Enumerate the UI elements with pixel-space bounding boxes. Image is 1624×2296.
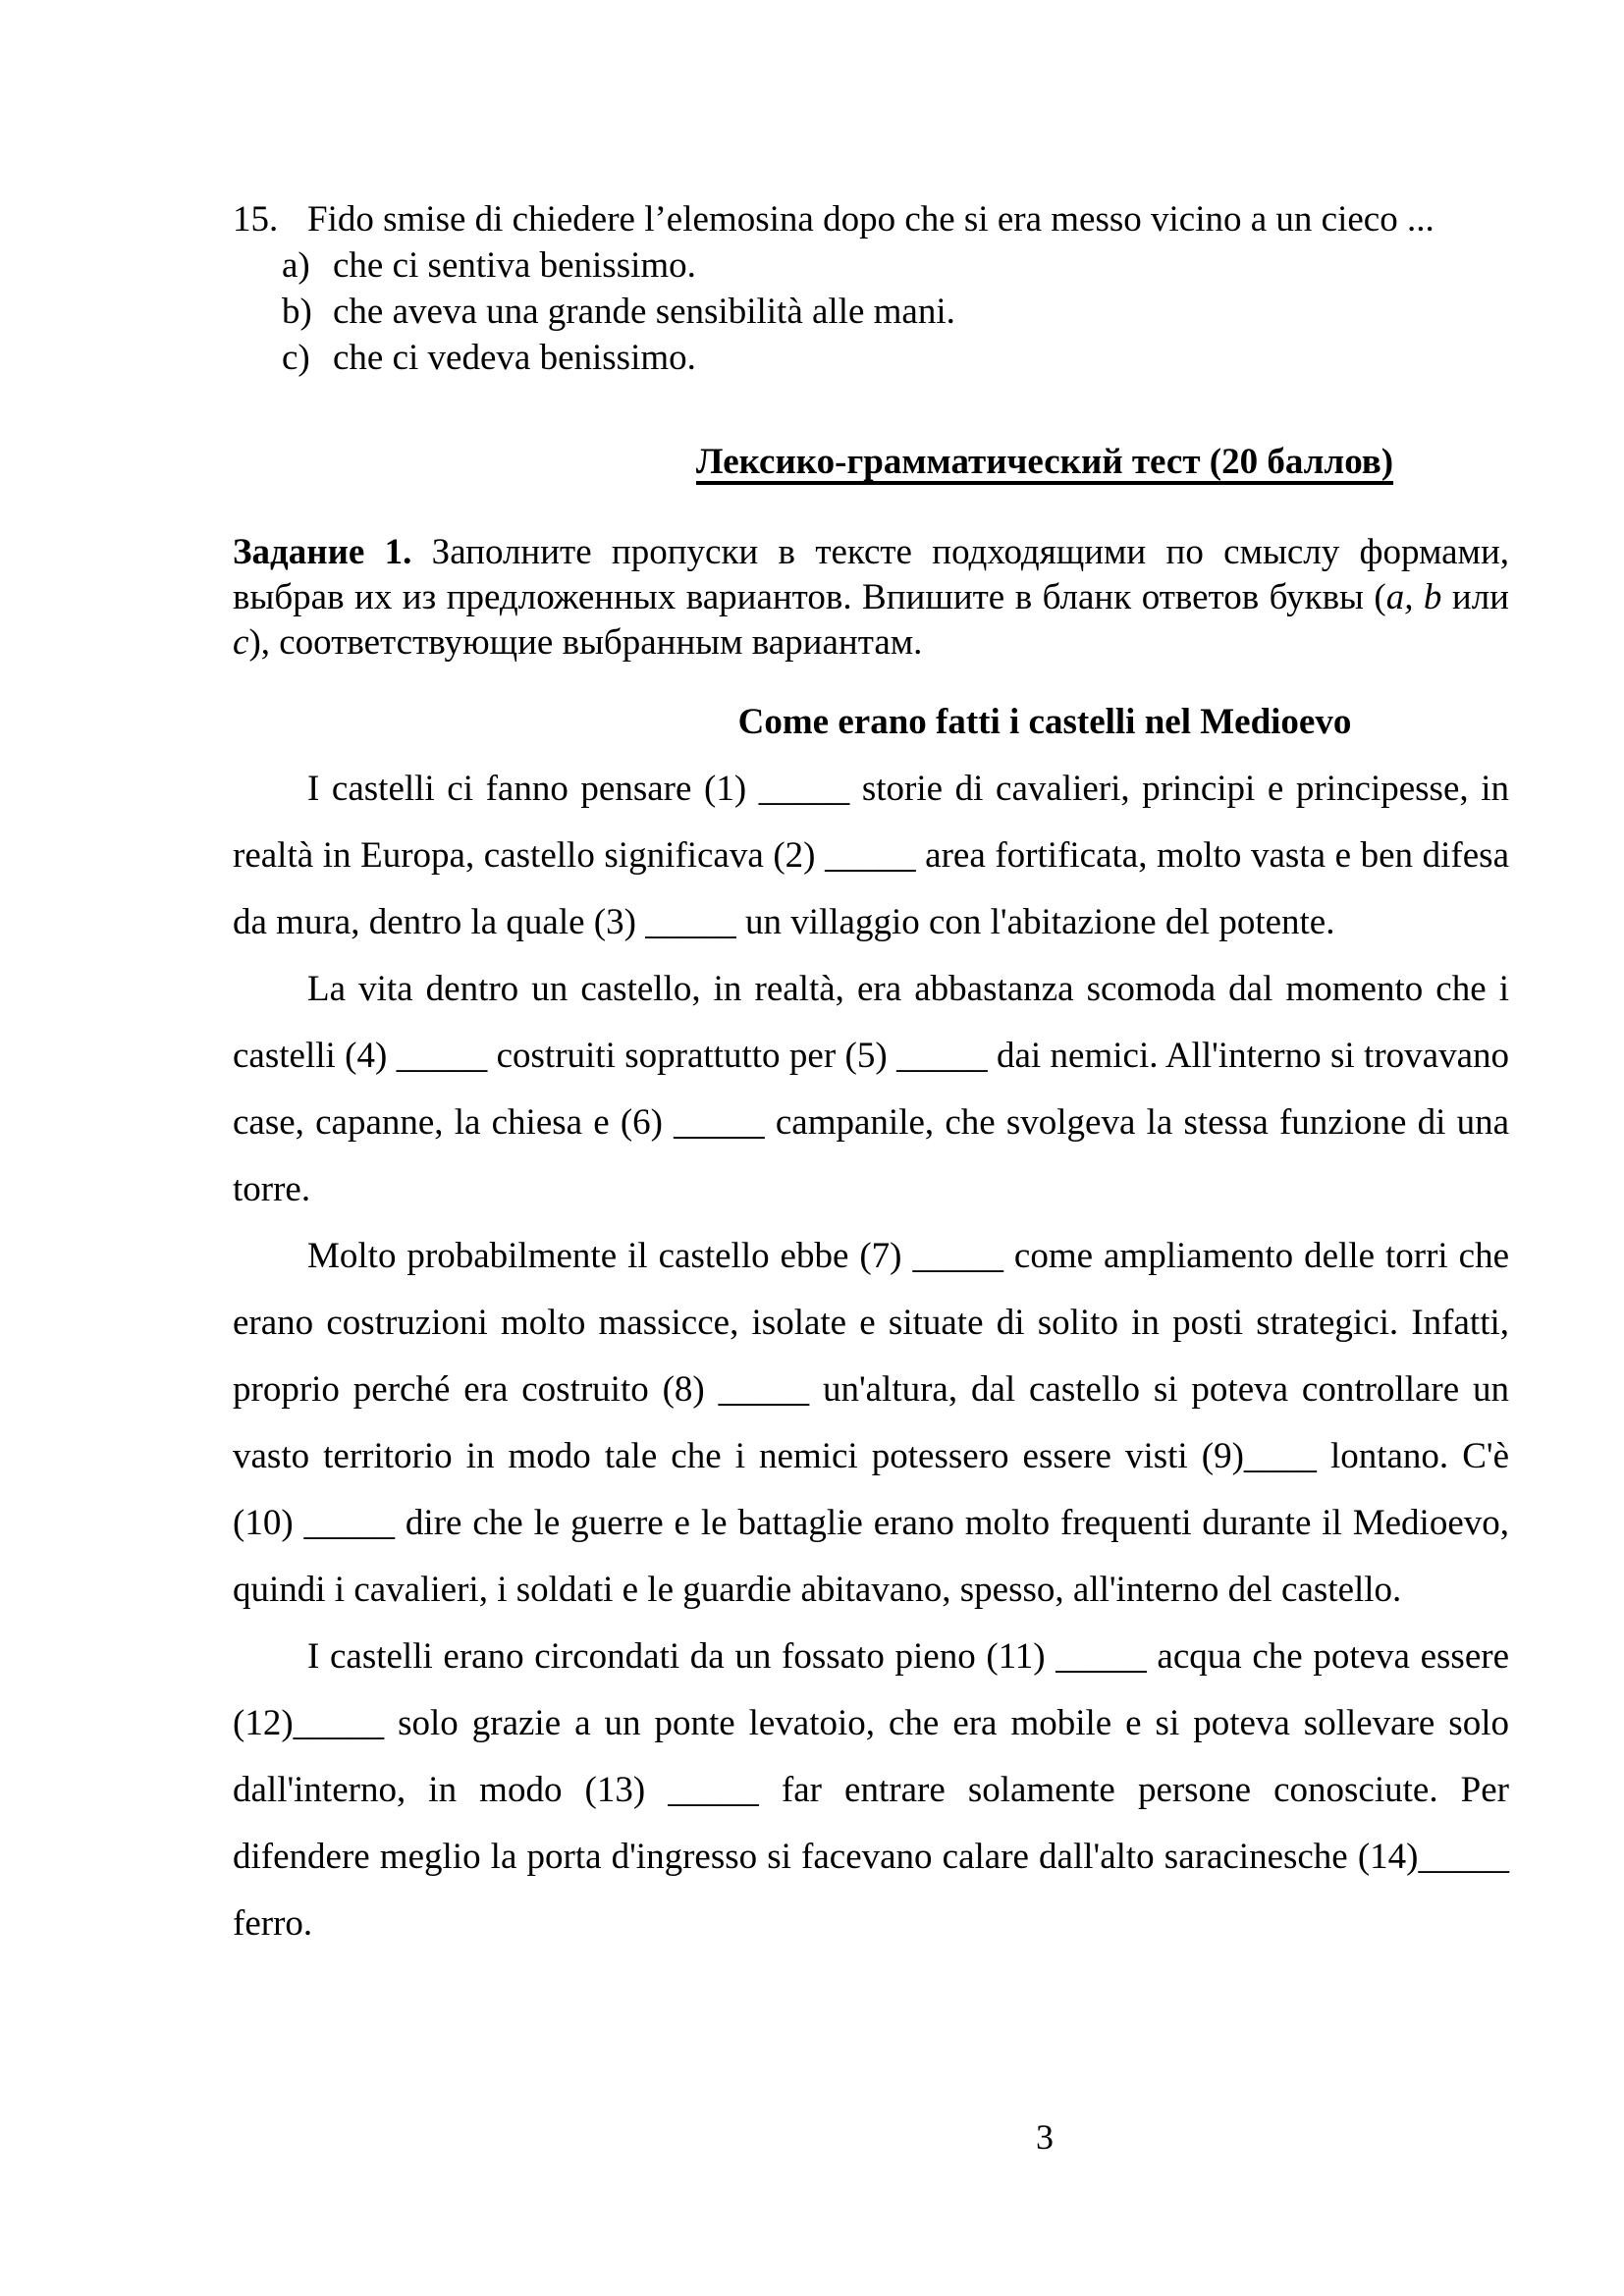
question-15-block xyxy=(233,196,1509,381)
option-text: che aveva una grande sensibilità alle mani. xyxy=(333,292,955,332)
page-number: 3 xyxy=(1036,2117,1054,2157)
passage-title: Come erano fatti i castelli nel Medioevo xyxy=(737,702,1352,742)
section-heading xyxy=(233,439,1624,485)
passage-paragraph-4: I castelli erano circondati da un fossato pieno (11) _____ acqua che poteva essere (12)_____ solo grazie a un ponte levatoio, che era mobile e si poteva sollevare solo dall'interno, in modo (13) _____ far entrare solamente persone conosciute. Per difendere meglio la porta d'ingresso si facevano calare dall'alto saracinesche (14)_____ ferro. xyxy=(233,1636,1509,1944)
section-heading-text: Лексико-грамматический тест (20 баллов) xyxy=(695,442,1394,482)
passage-paragraph-3: Molto probabilmente il castello ebbe (7) _____ come ampliamento delle torri che erano costruzioni molto massicce, isolate e situate di solito in posti strategici. Infatti, proprio perché era costruito (8) _____ un'altura, dal castello si poteva controllare un vasto territorio in modo tale che i nemici potessero essere visti (9)____ lontano. C'è (10) _____ dire che le guerre e le battaglie erano molto frequenti durante il Medioevo, quindi i cavalieri, i soldati e le guardie abitavano, spesso, all'interno del castello. xyxy=(233,1236,1509,1610)
option-text: che ci sentiva benissimo. xyxy=(333,245,696,286)
task-instruction-text: Заполните пропуски в тексте подходящими по смыслу формами, выбрав их из предложенных вариантов. Впишите в бланк ответов буквы ( xyxy=(233,532,1509,617)
question-text: Fido smise di chiedere l’elemosina dopo che si era messo vicino a un cieco ... xyxy=(307,199,1435,240)
task-number-label: Задание 1. xyxy=(233,532,412,572)
task-letter-options: a, b xyxy=(1385,577,1442,617)
question-15-option-c xyxy=(282,335,1509,381)
question-15-option-a xyxy=(282,242,1509,289)
task-instruction xyxy=(233,530,1509,666)
option-marker: a) xyxy=(282,245,310,286)
question-15-stem xyxy=(233,196,1509,242)
passage-text xyxy=(233,756,1509,1957)
option-marker: c) xyxy=(282,338,310,378)
task-letter-options: c xyxy=(233,622,249,663)
task-instruction-text: или xyxy=(1441,577,1509,617)
option-text: che ci vedeva benissimo. xyxy=(333,338,696,378)
task-instruction-text: ), соответствующие выбранным вариантам. xyxy=(248,622,923,663)
option-marker: b) xyxy=(282,292,312,332)
question-15-option-b xyxy=(282,289,1509,335)
passage-paragraph-2: La vita dentro un castello, in realtà, era abbastanza scomoda dal momento che i castelli (4) _____ costruiti soprattutto per (5) _____ dai nemici. All'interno si trovavano case, capanne, la chiesa e (6) _____ campanile, che svolgeva la stessa funzione di una torre. xyxy=(233,969,1509,1209)
question-number: 15. xyxy=(233,199,279,240)
passage-paragraph-1: I castelli ci fanno pensare (1) _____ storie di cavalieri, principi e principesse, in realtà in Europa, castello significava (2) _____ area fortificata, molto vasta e ben difesa da mura, dentro la quale (3) _____ un villaggio con l'abitazione del potente. xyxy=(233,769,1509,942)
